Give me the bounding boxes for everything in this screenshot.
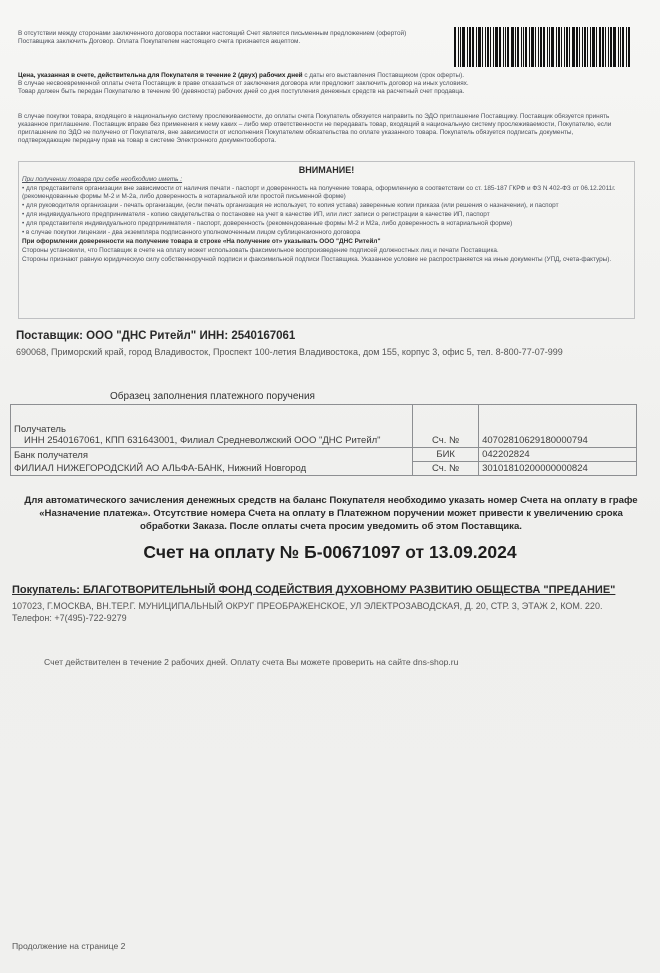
barcode-bar [592,27,595,67]
barcode-bar [499,27,501,67]
payment-purpose-note: Для автоматического зачисления денежных средств на баланс Покупателя необходимо указать номер Счета на оплату в графе «Назначение платежа». Отсутствие номера Счета на оплату в Платежном поручении может привести к увеличению срока обработки Заказа. После оплаты счета просим уведомить об этом Поставщика. [24,495,638,532]
barcode-bar [556,27,557,67]
account-label: Сч. № [413,433,479,448]
barcode-bar [511,27,514,67]
validity-line-3: Товар должен быть передан Покупателю в течение 90 (девяноста) рабочих дней со дня поступления денежных средств на расчетный счет продавца. [18,88,465,95]
attention-item: • в случае покупки лицензии - два экземпляра подписанного уполномоченным лицом сублицензионного договора [22,229,361,236]
payment-order-title: Образец заполнения платежного поручения [110,391,315,402]
attention-item: • для руководителя организации - печать организации, (если печать организация не использует, то копия устава) заверенные копии приказа (или решения о назначении), и паспорт [22,202,559,209]
barcode-bar [596,27,597,67]
barcode-bar [454,27,456,67]
barcode-bar [485,27,486,67]
barcode-bar [467,27,468,67]
barcode-bar [626,27,627,67]
barcode [454,27,640,67]
table-row [11,462,637,476]
validity-footer: Счет действителен в течение 2 рабочих дней. Оплату счета Вы можете проверить на сайте dns-shop.ru [44,657,459,667]
barcode-bar [610,27,612,67]
bik-value: 042202824 [479,448,637,462]
edo-notice: В случае покупки товара, входящего в национальную систему прослеживаемости, до оплаты счета Покупатель обязуется направить по ЭДО приглашение Поставщику. Поставщик обязуется принять указанное приглашение. Поставщик вправе без применения к нему каких – либо мер ответственности не передавать товар, входящий в национальную систему прослеживаемости, Покупателю, если приглашение по ЭДО не получено от Покупателя, вне зависимости от исполнения Покупателем обязательства по оплате указанного товара. Покупатель обязуется подписать документы, подтверждающие передачу прав на товар в системе Электронного документооборота. [18,113,612,144]
validity-line-2: В случае несвоевременной оплаты счета Поставщик в праве отказаться от заключения договора или предложит заключить договор на иных условиях. [18,80,469,87]
corr-account-label: Сч. № [413,462,479,476]
barcode-bar [579,27,580,67]
barcode-bar [561,27,562,67]
supplier-address: 690068, Приморский край, город Владивосток, Проспект 100-летия Владивостока, дом 155, корпус 3, офис 5, тел. 8-800-77-07-999 [16,347,563,357]
barcode-bar [584,27,586,67]
barcode-bar [566,27,568,67]
buyer-block [12,583,642,624]
barcode-bar [620,27,621,67]
blank-cell [413,405,479,434]
barcode-bar [482,27,483,67]
barcode-bar [476,27,477,67]
barcode-bar [547,27,548,67]
barcode-bar [462,27,465,67]
barcode-bar [517,27,519,67]
barcode-bar [503,27,504,67]
barcode-bar [582,27,583,67]
supplier-block [16,330,636,358]
barcode-bar [576,27,578,67]
bik-label: БИК [413,448,479,462]
barcode-bar [543,27,545,67]
recipient-value: ИНН 2540167061, КПП 631643001, Филиал Средневолжский ООО "ДНС Ритейл" [24,435,381,446]
attention-title: ВНИМАНИЕ! [298,165,355,175]
barcode-bar [523,27,524,67]
barcode-bar [525,27,527,67]
attention-proxy-line: При оформлении доверенности на получение товара в строке «На получение от» указывать ООО "ДНС Ритейл" [22,238,381,245]
barcode-bar [529,27,530,67]
barcode-bar [564,27,565,67]
invoice-title: Счет на оплату № Б-00671097 от 13.09.2024 [143,542,517,562]
table-row [11,405,637,434]
barcode-bar [487,27,489,67]
blank-cell [479,405,637,434]
barcode-bar [558,27,560,67]
bank-label: Банк получателя [11,448,413,462]
barcode-bar [551,27,554,67]
recipient-cell [11,405,413,448]
barcode-bar [572,27,575,67]
barcode-bar [628,27,630,67]
barcode-bar [540,27,542,67]
barcode-bar [507,27,509,67]
buyer-name: Покупатель: БЛАГОТВОРИТЕЛЬНЫЙ ФОНД СОДЕЙСТВИЯ ДУХОВНОМУ РАЗВИТИЮ ОБЩЕСТВА "ПРЕДАНИЕ" [12,584,616,596]
barcode-bar [549,27,550,67]
barcode-bar [622,27,624,67]
table-row [11,448,637,462]
validity-headline: Цена, указанная в счете, действительна для Покупателя в течение 2 (двух) рабочих дней [18,72,303,79]
barcode-bar [521,27,522,67]
recipient-label: Получатель [14,424,66,435]
barcode-bar [613,27,616,67]
barcode-bar [618,27,619,67]
attention-lead: При получении товара при себе необходимо иметь : [22,176,183,183]
barcode-bar [531,27,534,67]
attention-box [18,161,635,319]
attention-item: • для представителя индивидуального предпринимателя - паспорт, доверенность (рекомендованные формы М-2 и М2а, либо доверенность в нотариальной форме) [22,220,513,227]
continued-note: Продолжение на странице 2 [12,941,126,951]
barcode-bar [538,27,539,67]
validity-headline-tail: с даты его выставления Поставщиком (срок оферты). [302,72,465,79]
barcode-bar [605,27,606,67]
supplier-name: Поставщик: ООО "ДНС Ритейл" ИНН: 2540167061 [16,330,296,342]
bank-value: ФИЛИАЛ НИЖЕГОРОДСКИЙ АО АЛЬФА-БАНК, Нижний Новгород [11,462,413,476]
facsimile-note-2: Стороны признают равную юридическую силу собственноручной подписи и факсимильной подписи Поставщика. Указанное условие не распространяется на иные документы (УПД, счета-фактуры). [22,256,612,263]
barcode-bar [495,27,498,67]
validity-block [18,72,628,96]
barcode-bar [590,27,591,67]
offer-notice: В отсутствии между сторонами заключенного договора поставки настоящий Счет является письменным предложением (офертой) Поставщика заключить Договор. Оплата Покупателем настоящего счета признается акцептом. [18,30,407,45]
barcode-bar [599,27,601,67]
barcode-bar [602,27,604,67]
attention-item: • для представителя организации вне зависимости от наличия печати - паспорт и доверенность на получение товара, оформленную в соответствии со ст. 185-187 ГКРФ и ФЗ N 402-ФЗ от 06.12.2011г. (рекомендованные формы М-2 и М-2а, либо доверенность в нотариальной или простой письменной форме) [22,185,616,200]
barcode-bar [587,27,588,67]
barcode-bar [493,27,494,67]
barcode-bar [535,27,536,67]
barcode-bar [478,27,481,67]
barcode-bar [569,27,570,67]
attention-item: • для индивидуального предпринимателя - копию свидетельства о постановке на учет в качестве ИП, или лист записи о регистрации в качестве ИП, паспорт [22,211,490,218]
barcode-bar [608,27,609,67]
buyer-address: 107023, Г.МОСКВА, ВН.ТЕР.Г. МУНИЦИПАЛЬНЫЙ ОКРУГ ПРЕОБРАЖЕНСКОЕ, УЛ ЭЛЕКТРОЗАВОДСКАЯ, Д. 20, СТР. 3, ЭТАЖ 2, КОМ. 220. Телефон: +7(495)-722-9279 [12,601,603,623]
account-value: 40702810629180000794 [479,433,637,448]
barcode-bar [472,27,474,67]
barcode-bar [515,27,516,67]
facsimile-note-1: Стороны установили, что Поставщик в счете на оплату может использовать факсимильное воспроизведение подписей должностных лиц и печати Поставщика. [22,247,499,254]
barcode-bar [469,27,471,67]
barcode-bar [460,27,461,67]
barcode-bar [505,27,506,67]
payment-order-table [10,404,637,476]
corr-account-value: 30101810200000000824 [479,462,637,476]
barcode-bar [458,27,459,67]
barcode-bar [490,27,491,67]
